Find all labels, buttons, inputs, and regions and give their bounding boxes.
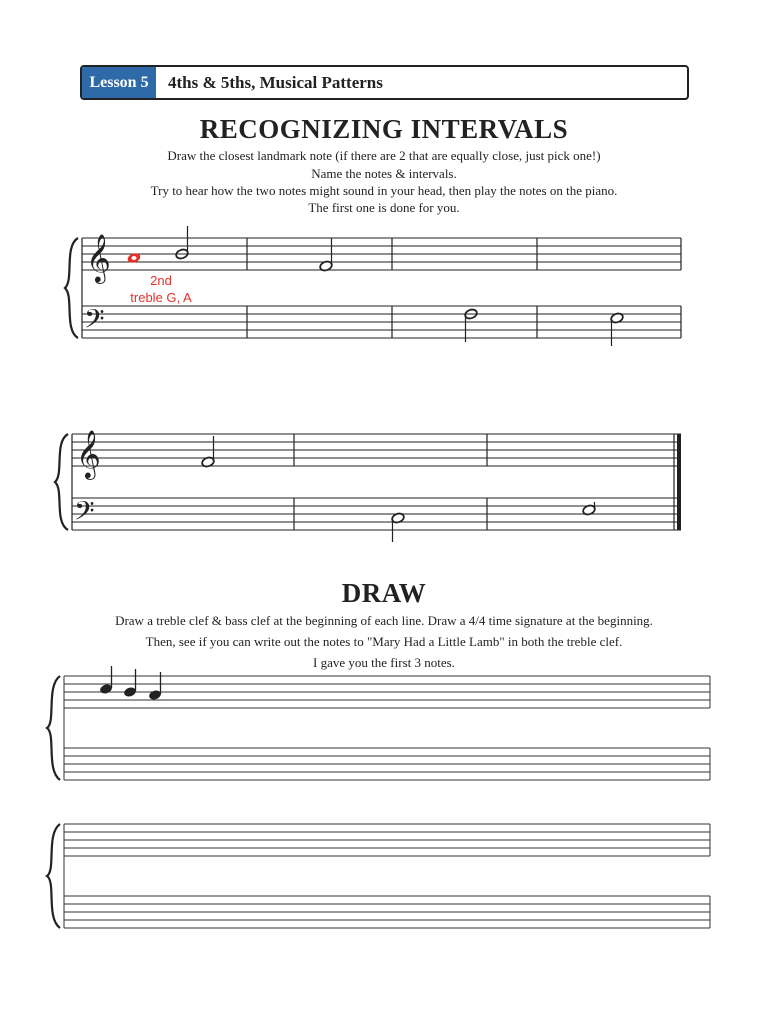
- half-note: [175, 226, 189, 260]
- draw-instruction-3: I gave you the first 3 notes.: [313, 655, 455, 670]
- brace: [65, 238, 78, 338]
- draw-instruction-1: Draw a treble clef & bass clef at the beginning of each line. Draw a 4/4 time signature at the beginning.: [115, 613, 653, 628]
- lesson-header: [80, 65, 689, 100]
- half-note: [464, 308, 478, 342]
- bass-clef-icon: 𝄢: [84, 303, 105, 341]
- brace: [47, 676, 60, 780]
- lesson-badge: Lesson 5: [82, 67, 156, 98]
- lesson-title: 4ths & 5ths, Musical Patterns: [168, 73, 383, 92]
- section-title-draw: DRAW: [341, 578, 427, 608]
- section-title-recognizing: RECOGNIZING INTERVALS: [199, 114, 569, 144]
- treble-clef-icon: 𝄞: [76, 429, 101, 478]
- brace: [55, 434, 68, 530]
- treble-clef-icon: 𝄞: [86, 233, 111, 282]
- half-note: [201, 436, 215, 468]
- answer-note: [126, 252, 141, 265]
- instruction-line-1: Draw the closest landmark note (if there are 2 that are equally close, just pick one!): [167, 148, 601, 163]
- instruction-line-2: Name the notes & intervals.: [311, 166, 457, 181]
- half-note: [610, 312, 624, 346]
- instruction-line-3: Try to hear how the two notes might sound in your head, then play the notes on the piano.: [150, 183, 618, 198]
- blank-staff-1: [0, 665, 768, 790]
- quarter-note: [99, 666, 113, 695]
- blank-staff-2: [0, 815, 768, 935]
- answer-interval: 2nd: [150, 273, 172, 288]
- barlines: [72, 434, 674, 530]
- draw-instruction-2: Then, see if you can write out the notes to "Mary Had a Little Lamb" in both the treble clef.: [145, 634, 623, 649]
- instruction-line-4: The first one is done for you.: [308, 200, 460, 215]
- answer-notes: treble G, A: [130, 290, 192, 305]
- answer-label: [116, 272, 206, 306]
- bass-clef-icon: 𝄢: [74, 495, 95, 533]
- half-note: [391, 512, 405, 542]
- half-note: [319, 238, 333, 272]
- final-barline: [677, 434, 681, 530]
- grand-staff-2: [0, 425, 768, 550]
- brace: [47, 824, 60, 928]
